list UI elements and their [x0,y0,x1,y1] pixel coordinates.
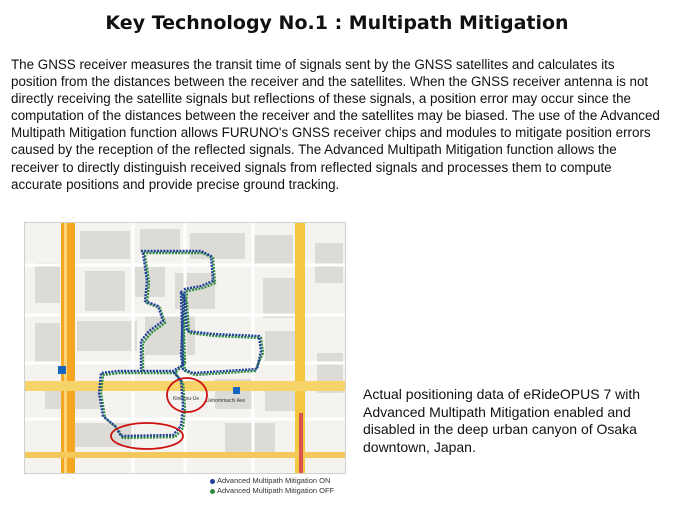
legend-on-dot [210,479,215,484]
map-legend [210,476,334,496]
track-map [24,222,346,474]
map-label-station-1: Kintetsu-Ue [173,396,200,402]
map-svg [25,223,345,473]
body-paragraph: The GNSS receiver measures the transit time of signals sent by the GNSS satellites and calculates its position from the distances between the receiver and the satellites. When the GNSS receiver antenna is not directly receiving the satellite signals but reflections of these signals, a position error may occur since the computation of the distances between the receiver and the satellites may be biased. The use of the Advanced Multipath Mitigation function allows FURUNO's GNSS receiver chips and modules to mitigate position errors caused by the reception of the reflected signals. The Advanced Multipath Mitigation function allows the receiver to directly distinguish received signals from reflected signals and processes them to compute accurate positions and provide precise ground tracking. [11,57,660,192]
legend-off [210,486,334,496]
legend-on [210,476,334,486]
slide-title: Key Technology No.1 : Multipath Mitigation [105,12,569,34]
legend-off-dot [210,489,215,494]
figure-caption: Actual positioning data of eRideOPUS 7 with Advanced Multipath Mitigation enabled and disabled in the deep urban canyon of Osaka downtown, Japan. [363,386,641,455]
legend-off-label: Advanced Multipath Mitigation OFF [217,486,335,495]
map-label-station-2: Uehommachi Ave [206,398,246,404]
legend-on-label: Advanced Multipath Mitigation ON [217,476,331,485]
